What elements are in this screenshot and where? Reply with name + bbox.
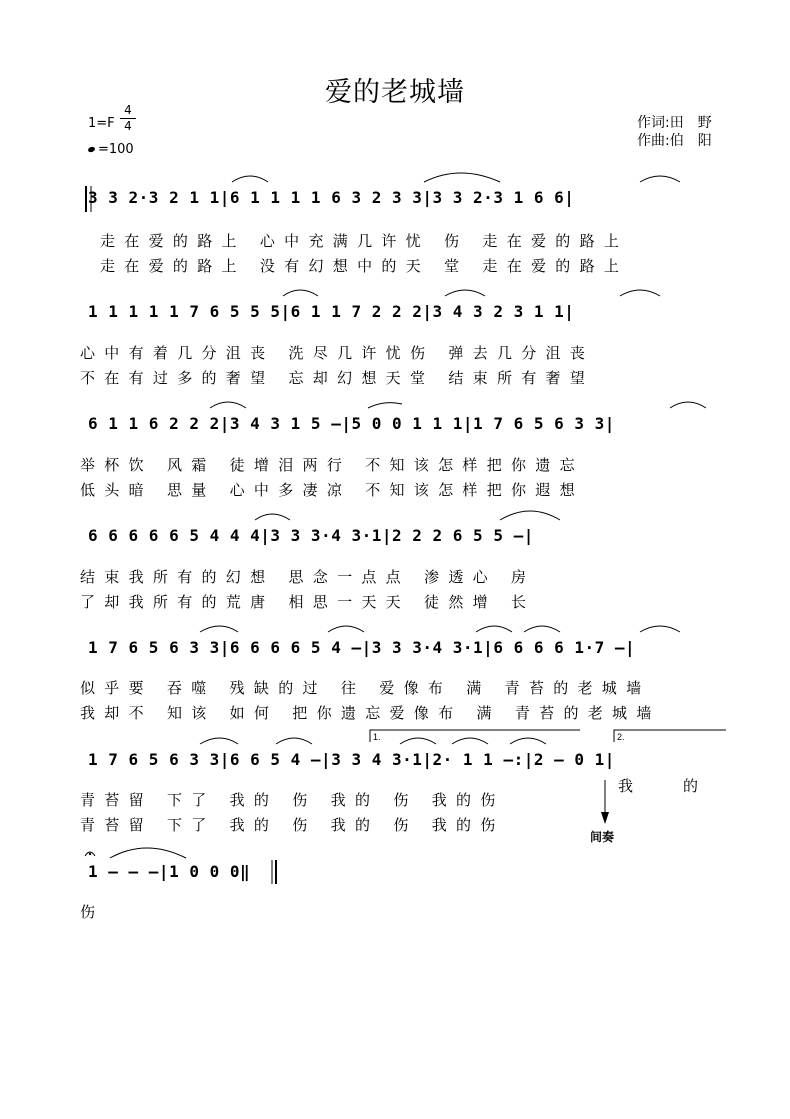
time-signature-bottom: 4 <box>124 119 132 133</box>
slur <box>524 626 560 632</box>
notation-row-4: 6 6 6 6 6 5 4 4 4|3 3 3·4 3·1|2 2 2 6 5 5 –| <box>88 526 534 545</box>
slur <box>276 738 312 744</box>
key-signature: 1=F <box>88 116 115 131</box>
slur <box>445 290 485 296</box>
lyricist-credit: 作词:田 野 <box>637 115 712 131</box>
slur <box>200 738 238 744</box>
slur <box>210 402 246 408</box>
notation-row-5: 1 7 6 5 6 3 3|6 6 6 6 5 4 –|3 3 3·4 3·1|6 6 6 6 1·7 –| <box>88 638 636 657</box>
slur <box>510 738 546 744</box>
slur <box>110 848 186 858</box>
lyric-row-7-verse-1: 伤 <box>80 903 105 921</box>
slur <box>368 403 402 408</box>
lyric-row-3-verse-1: 举杯饮 风霜 徒增泪两行 不知该怎样把你遗忘 <box>80 456 584 474</box>
ending-lyric-1: 我 <box>618 777 684 795</box>
lyric-row-2-verse-1: 心中有着几分沮丧 洗尽几许忧伤 弹去几分沮丧 <box>80 344 595 362</box>
lyric-row-5-verse-1: 似乎要 吞噬 残缺的过 往 爱像布 满 青苔的老城墙 <box>80 679 651 697</box>
composer-credit: 作曲:伯 阳 <box>637 133 712 149</box>
lyric-row-1-verse-2: 走在爱的路上 没有幻想中的天 堂 走在爱的路上 <box>100 257 629 275</box>
slur <box>620 290 660 296</box>
lyric-row-6-verse-2: 青苔留 下了 我的 伤 我的 伤 我的伤 <box>80 816 505 834</box>
slur <box>476 626 512 632</box>
tempo-value: =100 <box>98 142 134 157</box>
slur <box>400 738 436 744</box>
slur <box>328 626 364 632</box>
interlude-label: 间奏 <box>590 830 615 844</box>
slur <box>255 514 290 520</box>
notation-row-7: 1 – – –|1 0 0 0‖ <box>88 862 251 881</box>
slur <box>640 626 680 632</box>
arrow-down-icon <box>601 812 609 824</box>
slur <box>424 173 500 182</box>
slur <box>640 176 680 182</box>
lyric-row-2-verse-2: 不在有过多的奢望 忘却幻想天堂 结束所有奢望 <box>80 369 595 387</box>
slur <box>200 626 238 632</box>
lyric-row-5-verse-2: 我却不 知该 如何 把你遗忘爱像布 满 青苔的老城墙 <box>80 704 661 722</box>
volta-bracket-2 <box>614 730 726 742</box>
slur <box>500 511 560 520</box>
fermata-dot <box>89 853 91 855</box>
time-signature-top: 4 <box>124 103 132 117</box>
slur <box>232 176 268 182</box>
volta-bracket-1 <box>370 730 580 742</box>
lyric-row-3-verse-2: 低头暗 思量 心中多凄凉 不知该怎样把你遐想 <box>80 481 584 499</box>
slur <box>283 290 318 296</box>
notation-row-3: 6 1 1 6 2 2 2|3 4 3 1 5 –|5 0 0 1 1 1|1 7 6 5 6 3 3| <box>88 414 615 433</box>
notation-row-6: 1 7 6 5 6 3 3|6 6 5 4 –|3 3 4 3·1|2· 1 1 –:|2 – 0 1| <box>88 750 615 769</box>
song-title: 爱的老城墙 <box>325 77 465 108</box>
ending-lyric-2: 的 <box>683 777 749 795</box>
slur <box>452 738 488 744</box>
notation-row-2: 1 1 1 1 1 7 6 5 5 5|6 1 1 7 2 2 2|3 4 3 2 3 1 1| <box>88 302 575 321</box>
slur <box>670 402 706 408</box>
lyric-row-4-verse-2: 了却我所有的荒唐 相思一天天 徒然增 长 <box>80 593 536 611</box>
lyric-row-6-verse-1: 青苔留 下了 我的 伤 我的 伤 我的伤 <box>80 791 505 809</box>
notation-row-1: 3 3 2·3 2 1 1|6 1 1 1 1 6 3 2 3 3|3 3 2·3 1 6 6| <box>88 188 575 207</box>
lyric-row-4-verse-1: 结束我所有的幻想 思念一点点 渗透心 房 <box>80 568 536 586</box>
volta-2-label: 2. <box>617 732 625 742</box>
lyric-row-1-verse-1: 走在爱的路上 心中充满几许忧 伤 走在爱的路上 <box>100 232 629 250</box>
volta-1-label: 1. <box>373 732 381 742</box>
